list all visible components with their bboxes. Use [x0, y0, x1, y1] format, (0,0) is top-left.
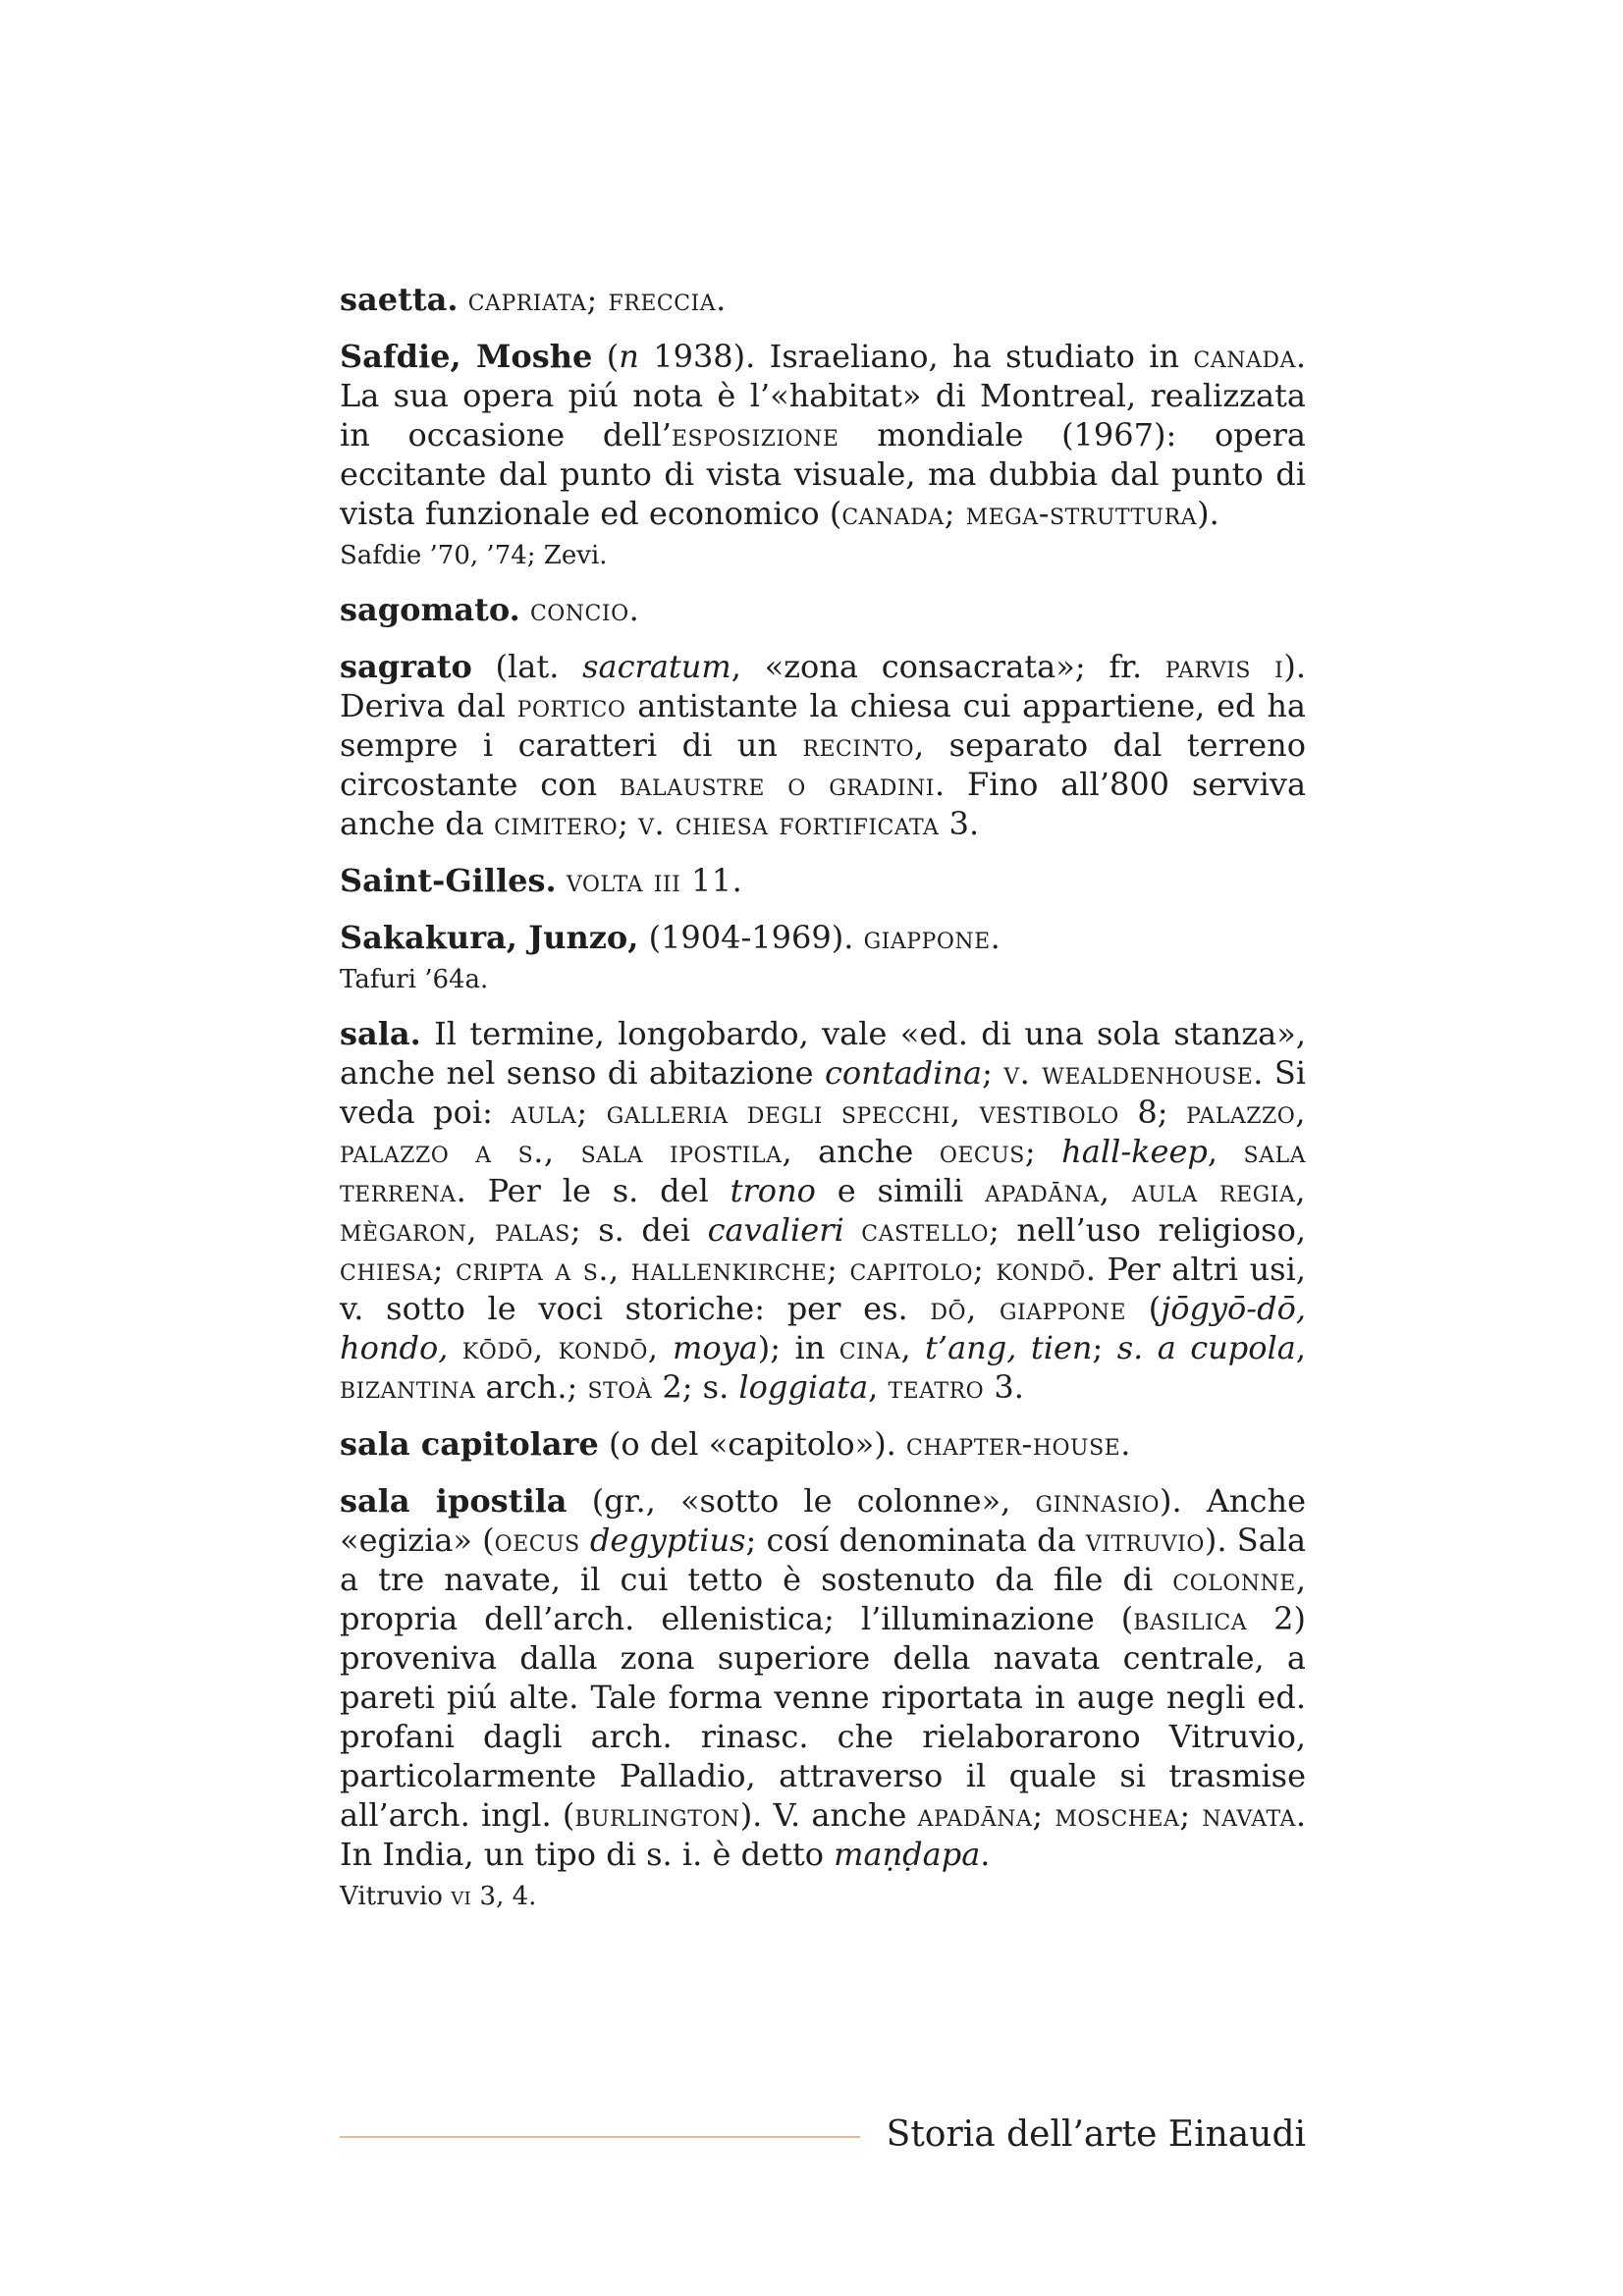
entry-text: ; cosí denominata da: [745, 1522, 1086, 1559]
bibliography-reference: Safdie ’70, ’74; Zevi.: [340, 541, 608, 570]
entry-text: ); in: [757, 1329, 839, 1366]
entry-text: (lat.: [471, 648, 583, 685]
entry-text: ; s. dei: [569, 1211, 708, 1249]
italic-text: cavalieri: [707, 1211, 844, 1249]
entry-text: ).: [1197, 495, 1219, 532]
entry-sala-capitolare: [340, 1424, 1306, 1464]
cross-reference: kōdō, kondō,: [461, 1329, 659, 1366]
entry-text: . La sua opera piú nota è l’«habitat» di Montreal, realizzata in occasione dell’: [340, 338, 1307, 454]
entry-text: [844, 1211, 862, 1249]
cross-reference: capriata; freccia.: [467, 281, 727, 318]
footer-divider: [340, 2136, 860, 2138]
cross-reference: parvis i: [1164, 648, 1284, 685]
entry-text: (1904-1969).: [638, 919, 864, 956]
cross-reference: apadāna, aula regia, mègaron, palas: [340, 1172, 1307, 1249]
headword: sala capitolare: [340, 1425, 599, 1463]
cross-reference: castello: [861, 1211, 990, 1249]
cross-reference: canada; mega-struttura: [841, 495, 1198, 532]
entry-text: 3.: [984, 1368, 1024, 1406]
dictionary-page: [340, 280, 1306, 1931]
cross-reference: esposizione: [671, 416, 839, 454]
cross-reference: v. chiesa fortificata: [638, 805, 940, 842]
cross-reference: balaustre o gradini: [619, 766, 935, 803]
cross-reference: basilica: [1133, 1600, 1248, 1637]
entry-text: , anche: [782, 1133, 940, 1170]
entry-sala-ipostila: [340, 1481, 1306, 1874]
headword: sagomato.: [340, 591, 520, 628]
entry-text: . Per altri usi, v. sotto le voci storiche: per es.: [340, 1251, 1307, 1327]
entry-text: . Fino all’800 serviva anche da: [340, 766, 1307, 842]
cross-reference: chapter-house: [906, 1425, 1121, 1463]
italic-text: trono: [730, 1172, 816, 1209]
entry-text: .: [990, 919, 1001, 956]
entry-text: , propria dell’arch. ellenistica; l’illuminazione (: [340, 1561, 1306, 1637]
page-footer: [340, 2110, 1306, 2160]
cross-reference: vitruvio: [1085, 1522, 1205, 1559]
entry-text: ). Deriva dal: [340, 648, 1307, 724]
entry-text: . In India, un tipo di s. i. è detto: [340, 1796, 1307, 1873]
entry-text: antistante la chiesa cui appartiene, ed ha sempre i caratteri di un: [340, 687, 1307, 764]
entry-text: [448, 1329, 461, 1366]
entry-text: ; nell’uso religioso,: [989, 1211, 1307, 1249]
cross-reference: oecus: [939, 1133, 1025, 1170]
entry-sagrato: [340, 647, 1306, 843]
entry-text: . Si veda poi:: [340, 1054, 1307, 1131]
italic-text: maṇḍapa: [834, 1836, 981, 1873]
cross-reference: ginnasio: [1035, 1482, 1160, 1520]
entry-sala: [340, 1014, 1306, 1407]
italic-text: loggiata: [738, 1368, 869, 1406]
entry-sakakura: [340, 918, 1306, 957]
cross-reference: colonne: [1172, 1561, 1296, 1598]
cross-reference: oecus: [494, 1522, 580, 1559]
cross-reference: apadāna; moschea; navata: [917, 1796, 1296, 1834]
headword: Saint-Gilles.: [340, 862, 557, 899]
cross-reference: volta iii 11.: [566, 862, 743, 899]
cross-reference: concio.: [529, 591, 640, 628]
cross-reference: canada: [1193, 338, 1296, 375]
headword: saetta.: [340, 281, 459, 318]
entry-text: ). V. anche: [739, 1796, 918, 1834]
italic-text: degyptius: [589, 1522, 746, 1559]
cross-reference: vi: [451, 1882, 472, 1911]
entry-text: 3, 4.: [471, 1882, 537, 1911]
entry-text: ;: [1024, 1133, 1062, 1170]
italic-text: contadina: [824, 1054, 983, 1092]
entry-safdie: [340, 337, 1306, 533]
entry-text: ). Anche «egizia» (: [340, 1482, 1307, 1559]
entry-text: 8;: [1118, 1094, 1187, 1131]
entry-text: [580, 1522, 590, 1559]
entry-sagomato: [340, 590, 1306, 629]
entry-text: e simili: [815, 1172, 986, 1209]
headword: sala ipostila: [340, 1482, 568, 1520]
cross-reference: stoà: [587, 1368, 653, 1406]
entry-text: ,: [900, 1329, 926, 1366]
cross-reference: bizantina: [340, 1368, 476, 1406]
cross-reference: palazzo, palazzo a s., sala ipostila: [340, 1094, 1307, 1170]
cross-reference: cimitero: [494, 805, 619, 842]
cross-reference: aula; galleria degli specchi, vestibolo: [511, 1094, 1119, 1131]
cross-reference: giappone: [863, 919, 991, 956]
entry-text: ,: [1207, 1133, 1244, 1170]
entry-text: (gr., «sotto le colonne»,: [567, 1482, 1036, 1520]
entry-text: 2) proveniva dalla zona superiore della navata centrale, a pareti piú alte. Tale forma venne riportata in auge negli ed. profani dagli arch. rinasc. che rielaborarono Vitruvio, particolarmente Palladio, attraverso il quale si trasmise all’arch. ingl. (: [340, 1600, 1307, 1834]
cross-reference: recinto: [802, 726, 915, 764]
entry-text: (o del «capitolo»).: [598, 1425, 907, 1463]
entry-text: , separato dal terreno circostante con: [340, 726, 1307, 803]
headword: Safdie, Moshe: [340, 338, 593, 375]
entry-text: ;: [1092, 1329, 1117, 1366]
entry-text: mondiale (1967): opera eccitante dal punto di vista visuale, ma dubbia dal punto di vista funzionale ed economico (: [340, 416, 1306, 532]
italic-text: hall-keep: [1061, 1133, 1208, 1170]
entry-saetta: [340, 280, 1306, 319]
entry-text: (: [1126, 1290, 1162, 1327]
cross-reference: chiesa; cripta a s., hallenkirche; capitolo; kondō: [340, 1251, 1086, 1288]
entry-saint-gilles: [340, 861, 1306, 900]
headword: Sakakura, Junzo,: [340, 919, 639, 956]
entry-text: Vitruvio: [340, 1882, 452, 1911]
cross-reference: sala terrena: [340, 1133, 1307, 1209]
entry-text: 3.: [939, 805, 980, 842]
entry-text: 1938). Israeliano, ha studiato in: [638, 338, 1194, 375]
bibliography-reference: [340, 1880, 1306, 1913]
entry-text: (: [606, 338, 620, 375]
cross-reference: dō, giappone: [930, 1290, 1127, 1327]
italic-text: sacratum: [582, 648, 731, 685]
headword: sala.: [340, 1015, 421, 1052]
entry-text: , «zona consacrata»; fr.: [730, 648, 1165, 685]
headword: sagrato: [340, 648, 472, 685]
entry-text: [659, 1329, 673, 1366]
cross-reference: portico: [516, 687, 626, 724]
entry-text: ;: [982, 1054, 1004, 1092]
cross-reference: cina: [839, 1329, 901, 1366]
italic-text: n: [619, 338, 639, 375]
italic-text: t’ang, tien: [925, 1329, 1093, 1366]
entry-text: .: [1120, 1425, 1131, 1463]
entry-text: ,: [868, 1368, 889, 1406]
entry-text: . Per le s. del: [456, 1172, 730, 1209]
entry-text: .: [980, 1836, 991, 1873]
entry-text: ). Sala a tre navate, il cui tetto è sostenuto da file di: [340, 1522, 1307, 1598]
entry-text: ;: [618, 805, 639, 842]
entry-text: 2; s.: [652, 1368, 739, 1406]
italic-text: moya: [673, 1329, 758, 1366]
publisher-name: Storia dell’arte Einaudi: [886, 2114, 1306, 2155]
entry-text: arch.;: [475, 1368, 588, 1406]
bibliography-reference: Tafuri ’64a.: [340, 965, 489, 994]
cross-reference: v. wealdenhouse: [1003, 1054, 1254, 1092]
entry-text: ,: [1295, 1329, 1307, 1366]
italic-text: s. a cupola: [1116, 1329, 1296, 1366]
cross-reference: teatro: [888, 1368, 985, 1406]
entry-text: Il termine, longobardo, vale «ed. di una sola stanza», anche nel senso di abitazione: [340, 1015, 1306, 1092]
italic-text: jōgyō-dō, hondo,: [340, 1290, 1307, 1366]
cross-reference: burlington: [574, 1796, 740, 1834]
